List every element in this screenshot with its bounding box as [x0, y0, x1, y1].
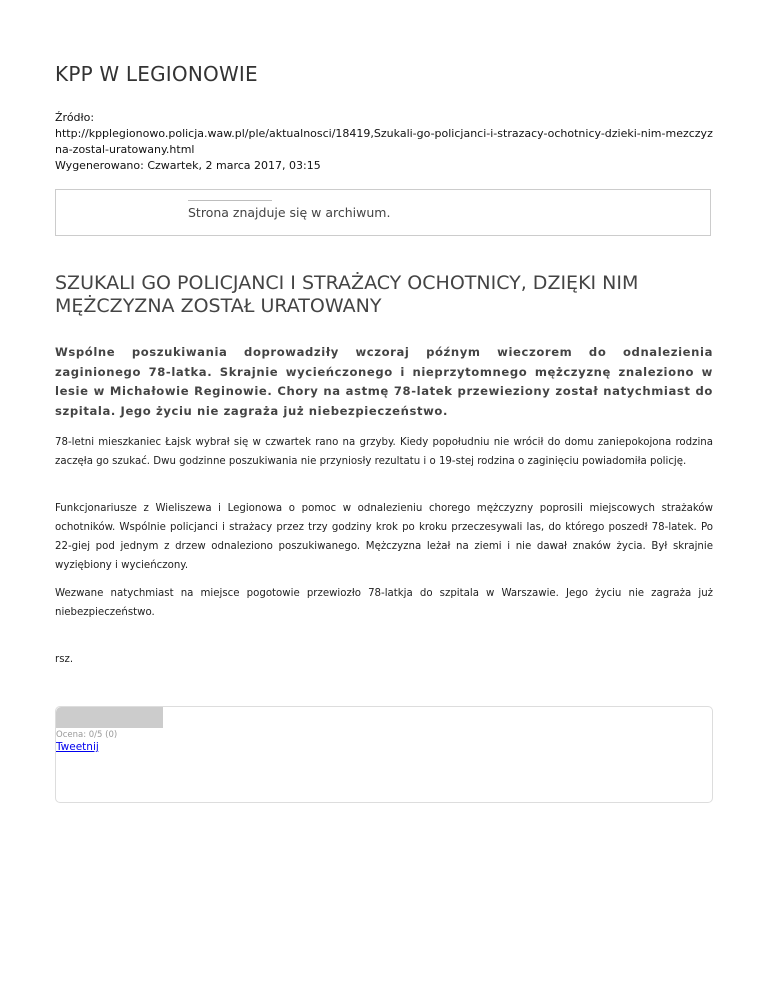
source-url: http://kpplegionowo.policja.waw.pl/ple/aktualnosci/18419,Szukali-go-policjanci-i-strazacy-ochotnicy-dzieki-nim-mezczyzna-zostal-uratowany.html — [55, 127, 713, 156]
article-paragraph: Wezwane natychmiast na miejsce pogotowie przewiozło 78-latkja do szpitala w Warszawie. Jego życiu nie zagraża już niebezpieczeństwo. — [55, 588, 713, 618]
article-title: SZUKALI GO POLICJANCI I STRAŻACY OCHOTNICY, DZIĘKI NIM MĘŻCZYZNA ZOSTAŁ URATOWANY — [55, 272, 639, 317]
article-lead: Wspólne poszukiwania doprowadziły wczoraj późnym wieczorem do odnalezienia zaginionego 78-latka. Skrajnie wycieńczonego i nieprzytomnego mężczyznę znaleziono w lesie w Michałowie Reginowie. Chory na astmę 78-latek przewieziony został natychmiast do szpitala. Jego życiu nie zagraża już niebezpieczeństwo. — [55, 345, 713, 418]
print-meta — [55, 110, 715, 174]
archive-notice: Strona znajduje się w archiwum. — [188, 205, 391, 220]
article-paragraph: 78-letni mieszkaniec Łajsk wybrał się w czwartek rano na grzyby. Kiedy popołudniu nie wrócił do domu zaniepokojona rodzina zaczęła go szukać. Dwu godzinne poszukiwania nie przyniosły rezultatu i o 19-stej rodzina o zaginięciu powiadomiła policję. — [55, 437, 713, 467]
site-title: KPP W LEGIONOWIE — [55, 62, 258, 86]
rating-stars-bar[interactable] — [56, 707, 163, 728]
archive-notice-box — [55, 189, 711, 236]
rating-text: Ocena: 0/5 (0) — [56, 730, 118, 740]
source-label: Źródło: — [55, 111, 95, 124]
article-paragraph: Funkcjonariusze z Wieliszewa i Legionowa o pomoc w odnalezieniu chorego mężczyzny poprosili miejscowych strażaków ochotników. Wspólnie policjanci i strażacy przez trzy godziny krok po kroku przeczesywali las, do którego poszedł 78-latek. Po 22-giej pod jednym z drzew odnaleziono poszukiwanego. Mężczyzna leżał na ziemi i nie dawał znaków życia. Był skrajnie wyziębiony i wycieńczony. — [55, 503, 713, 571]
article-signature: rsz. — [55, 654, 74, 665]
rating-panel — [55, 706, 713, 803]
archive-divider — [188, 200, 272, 201]
generated-date: Wygenerowano: Czwartek, 2 marca 2017, 03:15 — [55, 159, 321, 172]
tweet-link[interactable]: Tweetnij — [56, 741, 99, 753]
